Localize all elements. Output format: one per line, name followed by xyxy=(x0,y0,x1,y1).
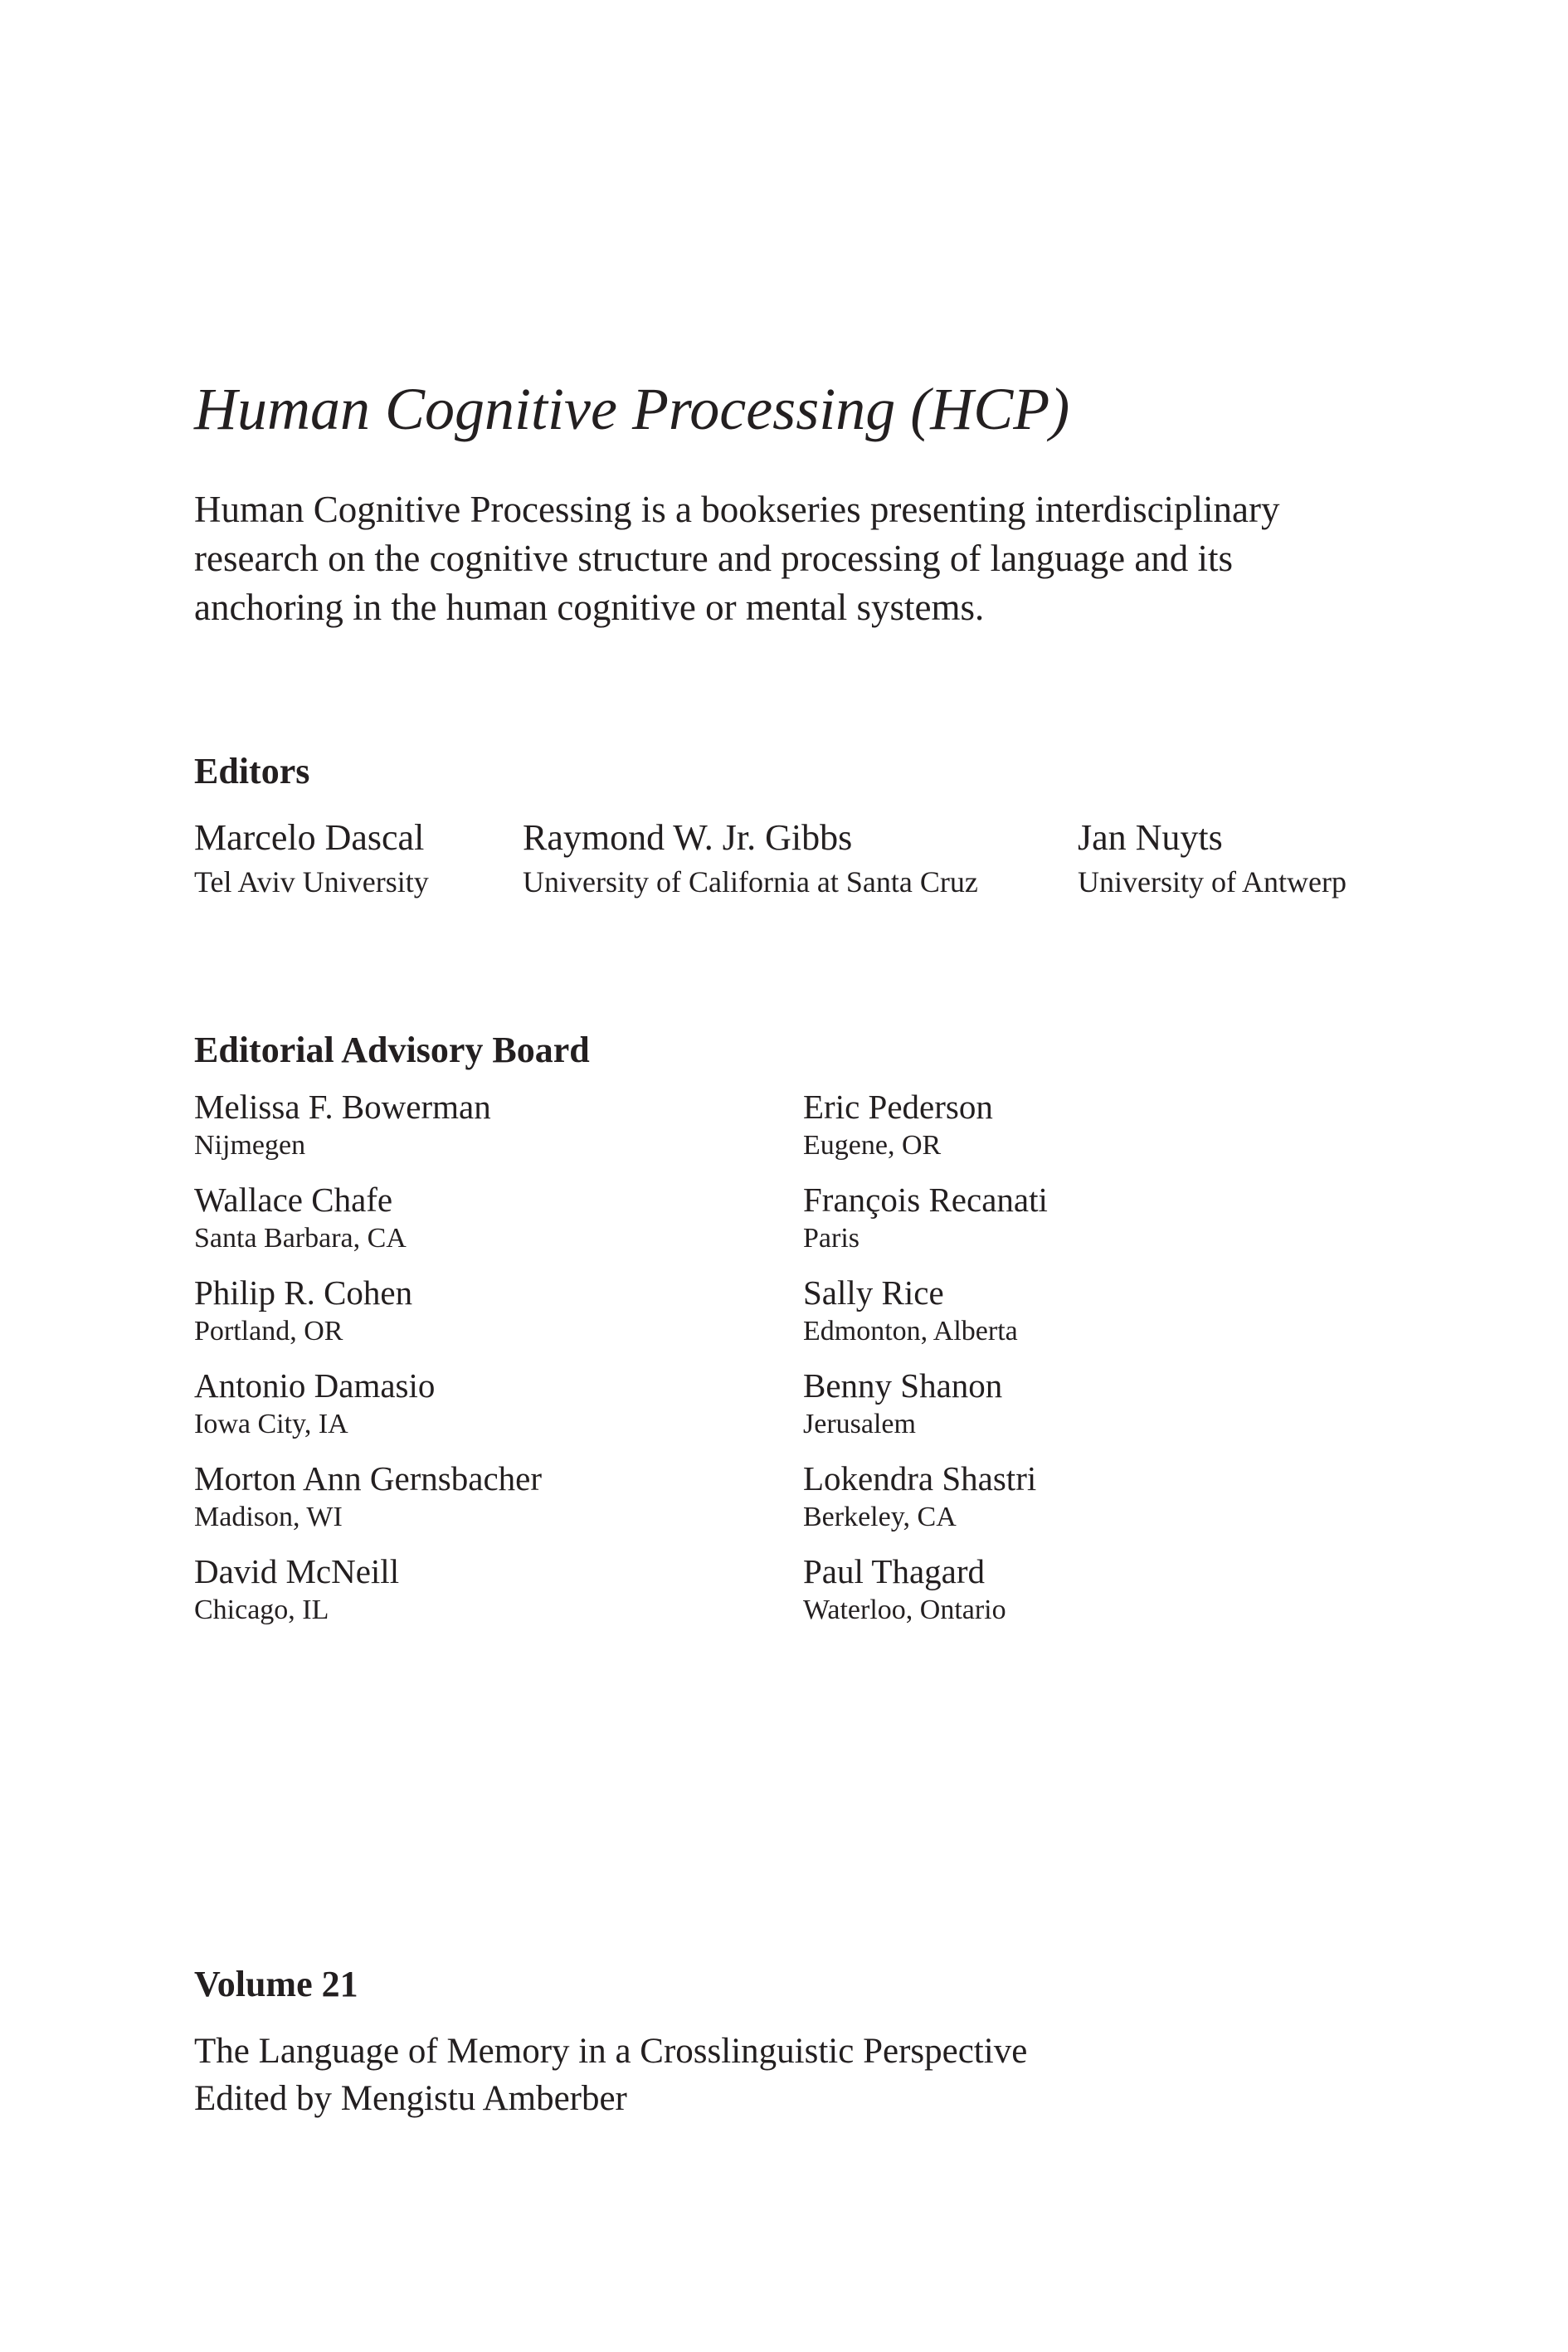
board-member-location: Nijmegen xyxy=(194,1130,306,1161)
board-member xyxy=(803,1457,1048,1550)
board-member-name: Sally Rice xyxy=(803,1273,944,1312)
board-member-name: David McNeill xyxy=(194,1552,400,1590)
board-member-name: Morton Ann Gernsbacher xyxy=(194,1459,543,1497)
editor-entry xyxy=(1078,815,1346,903)
advisory-board-right-column xyxy=(803,1085,1048,1643)
volume-title: The Language of Memory in a Crosslinguistic Perspective xyxy=(194,2032,1028,2071)
board-member xyxy=(194,1550,542,1643)
board-member-location: Berkeley, CA xyxy=(803,1502,957,1532)
board-member-location: Jerusalem xyxy=(803,1409,916,1439)
advisory-board-heading: Editorial Advisory Board xyxy=(194,1030,590,1070)
board-member xyxy=(194,1457,542,1550)
board-member-name: Philip R. Cohen xyxy=(194,1273,413,1312)
board-member-location: Madison, WI xyxy=(194,1502,343,1532)
board-member xyxy=(194,1178,542,1271)
board-member xyxy=(803,1271,1048,1364)
volume-editor-line: Edited by Mengistu Amberber xyxy=(194,2079,627,2118)
board-member xyxy=(803,1364,1048,1457)
editor-entry xyxy=(523,815,978,903)
volume-heading: Volume 21 xyxy=(194,1964,358,2004)
editor-name: Raymond W. Jr. Gibbs xyxy=(523,817,853,858)
board-member-location: Portland, OR xyxy=(194,1316,343,1346)
board-member-name: Benny Shanon xyxy=(803,1366,1003,1405)
board-member-name: Melissa F. Bowerman xyxy=(194,1088,491,1126)
board-member-name: Paul Thagard xyxy=(803,1552,985,1590)
advisory-board-left-column xyxy=(194,1085,542,1643)
series-title: Human Cognitive Processing (HCP) xyxy=(194,376,1070,442)
board-member xyxy=(194,1364,542,1457)
board-member-name: François Recanati xyxy=(803,1181,1048,1219)
series-description: Human Cognitive Processing is a bookseries presenting interdisciplinary research on the cognitive structure and processing of language and its anchoring in the human cognitive or mental systems. xyxy=(194,489,1280,628)
volume-details xyxy=(194,2028,1027,2122)
board-member-location: Chicago, IL xyxy=(194,1595,329,1625)
board-member-location: Santa Barbara, CA xyxy=(194,1223,407,1254)
editor-name: Jan Nuyts xyxy=(1078,817,1223,858)
board-member-location: Paris xyxy=(803,1223,859,1254)
board-member xyxy=(194,1271,542,1364)
board-member xyxy=(803,1085,1048,1178)
editors-heading: Editors xyxy=(194,751,310,791)
board-member-location: Eugene, OR xyxy=(803,1130,942,1161)
board-member-location: Iowa City, IA xyxy=(194,1409,348,1439)
editor-name: Marcelo Dascal xyxy=(194,817,425,858)
board-member xyxy=(194,1085,542,1178)
editor-affiliation: University of California at Santa Cruz xyxy=(523,865,978,898)
board-member xyxy=(803,1550,1048,1643)
editor-entry xyxy=(194,815,429,903)
board-member-name: Lokendra Shastri xyxy=(803,1459,1037,1497)
board-member-location: Waterloo, Ontario xyxy=(803,1595,1006,1625)
board-member xyxy=(803,1178,1048,1271)
board-member-name: Eric Pederson xyxy=(803,1088,993,1126)
board-member-name: Wallace Chafe xyxy=(194,1181,393,1219)
editor-affiliation: University of Antwerp xyxy=(1078,865,1346,898)
editor-affiliation: Tel Aviv University xyxy=(194,865,429,898)
board-member-location: Edmonton, Alberta xyxy=(803,1316,1018,1346)
board-member-name: Antonio Damasio xyxy=(194,1366,436,1405)
